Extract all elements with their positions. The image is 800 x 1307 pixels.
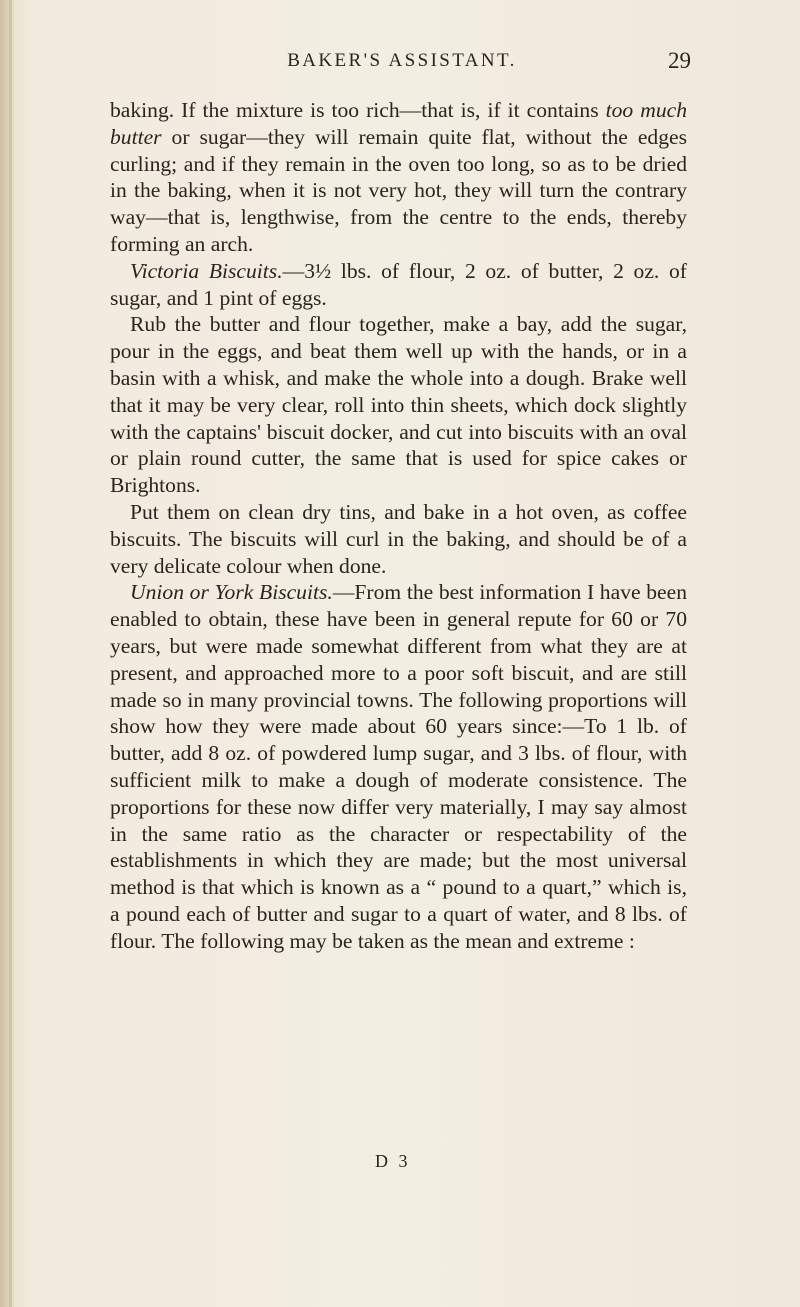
paragraph-p4 bbox=[110, 499, 687, 579]
body-text bbox=[110, 97, 687, 955]
paragraph-text: —3½ lbs. of flour, 2 oz. of butter, 2 oz. of sugar, and 1 pint of eggs. bbox=[110, 258, 687, 310]
binding-edge bbox=[9, 0, 12, 1307]
paragraph-p1 bbox=[110, 97, 687, 258]
italic-text: Victoria Biscuits. bbox=[130, 258, 283, 283]
paragraph-text: Rub the butter and flour together, make a bay, add the sugar, pour in the eggs, and beat them well up with the hands, or in a basin with a whisk, and make the whole into a dough. Brake well that it may be very clear, roll into thin sheets, which dock slightly with the captains' biscuit docker, and cut into biscuits with an oval or plain round cutter, the same that is used for spice cakes or Brightons. bbox=[110, 312, 687, 498]
paragraph-p2 bbox=[110, 258, 687, 312]
paragraph-text: —From the best information I have been enabled to obtain, these have been in general repute for 60 or 70 years, but were made somewhat different from what they are at present, and approached more to a poor soft biscuit, and are still made so in many provincial towns. The following proportions will show how they were made about 60 years since:—To 1 lb. of butter, add 8 oz. of powdered lump sugar, and 3 lbs. of flour, with sufficient milk to make a dough of moderate consistence. The proportions for these now differ very materially, I may say almost in the same ratio as the character or respectability of the establishments in which they are made; but the most universal method is that which is known as a “ pound to a quart,” which is, a pound each of butter and sugar to a quart of water, and 8 lbs. of flour. The following may be taken as the mean and extreme : bbox=[110, 580, 688, 953]
paragraph-p5 bbox=[110, 579, 687, 954]
running-head bbox=[0, 50, 800, 80]
paragraph-text: or sugar—they will remain quite flat, without the edges curling; and if they remain in the oven too long, so as to be dried in the baking, when it is not very hot, they will turn the contrary way—that is, lengthwise, from the centre to the ends, thereby forming an arch. bbox=[110, 124, 687, 256]
paragraph-text: baking. If the mixture is too rich—that is, if it contains bbox=[110, 98, 606, 122]
page-number: 29 bbox=[668, 48, 691, 73]
italic-text: Union or York Biscuits. bbox=[130, 580, 333, 605]
paragraph-p3 bbox=[110, 311, 687, 499]
italic-text: too much butter bbox=[110, 98, 687, 149]
running-title: BAKER'S ASSISTANT. bbox=[287, 50, 517, 71]
signature-mark: D 3 bbox=[375, 1151, 411, 1171]
paragraph-text: Put them on clean dry tins, and bake in a hot oven, as coffee biscuits. The biscuits will curl in the baking, and should be of a very delicate colour when done. bbox=[110, 499, 687, 578]
